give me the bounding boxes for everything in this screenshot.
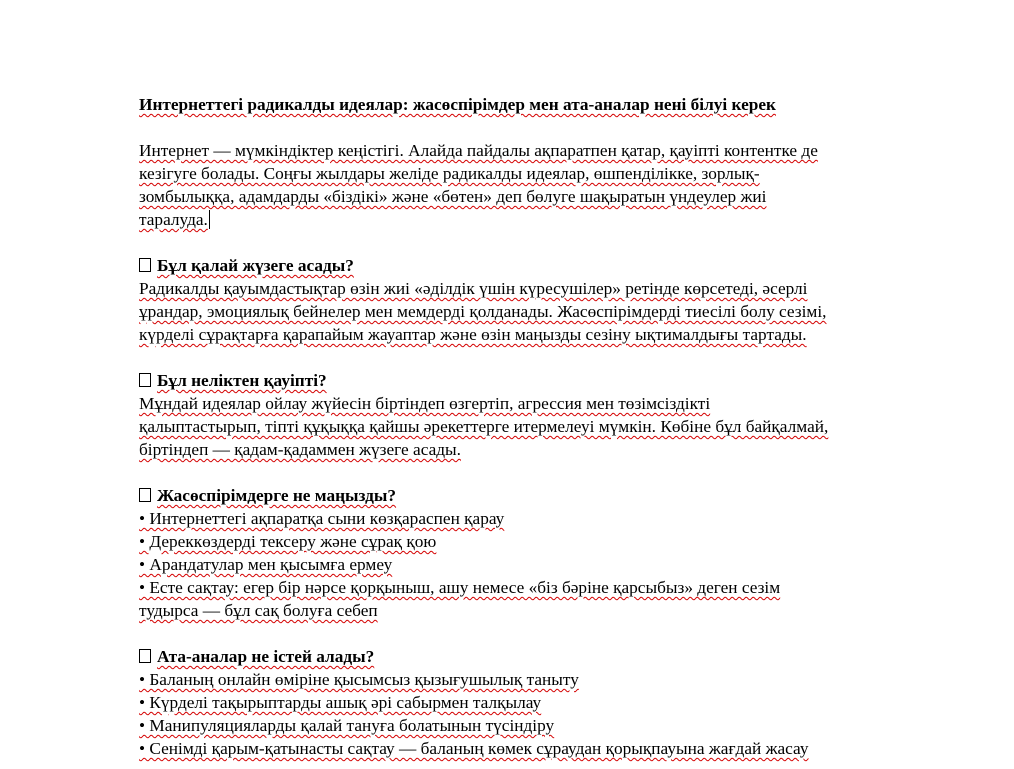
missing-glyph-box-icon <box>139 258 151 272</box>
section-heading <box>139 645 939 668</box>
list-item <box>139 553 939 576</box>
line-text: зомбылыққа, адамдарды «біздікі» және «бөтен» деп бөлуге шақыратын үндеулер жиі <box>139 187 767 206</box>
blank-line <box>139 346 939 369</box>
text-cursor <box>209 210 210 229</box>
line-text: • Күрделі тақырыптарды ашық әрі сабырмен талқылау <box>139 693 542 712</box>
list-item <box>139 530 939 553</box>
list-item-continuation <box>139 599 939 622</box>
line-text: біртіндеп — қадам-қадаммен жүзеге асады. <box>139 440 461 459</box>
line-text: • Сенімді қарым-қатынасты сақтау — баланың көмек сұраудан қорықпауына жағдай жасау <box>139 739 809 758</box>
line-text: тудырса — бұл сақ болуға себеп <box>139 601 378 620</box>
section-heading <box>139 369 939 392</box>
line-text: • Интернеттегі ақпаратқа сыни көзқараспен қарау <box>139 509 505 528</box>
section-teens <box>139 484 939 622</box>
line-text: • Баланың онлайн өміріне қысымсыз қызығушылық таныту <box>139 670 579 689</box>
blank-line <box>139 461 939 484</box>
list-item <box>139 691 939 714</box>
line-text: кезігуге болады. Соңғы жылдары желіде радикалды идеялар, өшпенділікке, зорлық- <box>139 164 760 183</box>
paragraph-line <box>139 323 939 346</box>
title-text: Интернеттегі радикалды идеялар: жасөспірімдер мен ата-аналар нені білуі керек <box>139 95 776 114</box>
line-text: • Дереккөздерді тексеру және сұрақ қою <box>139 532 437 551</box>
list-item <box>139 737 939 760</box>
list-item <box>139 668 939 691</box>
document-body[interactable] <box>139 93 939 760</box>
line-text: Мұндай идеялар ойлау жүйесін біртіндеп өзгертіп, агрессия мен төзімсіздікті <box>139 394 711 413</box>
paragraph-line <box>139 392 939 415</box>
paragraph-line <box>139 162 939 185</box>
paragraph-line <box>139 300 939 323</box>
line-text: • Арандатулар мен қысымға ермеу <box>139 555 393 574</box>
line-text: таралуда. <box>139 210 208 229</box>
paragraph-line <box>139 139 939 162</box>
paragraph-line <box>139 277 939 300</box>
line-text: күрделі сұрақтарға қарапайым жауаптар және өзін маңызды сезіну ықтималдығы тартады. <box>139 325 807 344</box>
paragraph-line <box>139 185 939 208</box>
list-item <box>139 576 939 599</box>
line-text: • Есте сақтау: егер бір нәрсе қорқыныш, ашу немесе «біз бәріне қарсыбыз» деген сезім <box>139 578 781 597</box>
heading-text: Ата-аналар не істей алады? <box>157 647 375 666</box>
section-parents <box>139 645 939 760</box>
section-heading <box>139 484 939 507</box>
blank-line <box>139 231 939 254</box>
document-title <box>139 93 939 116</box>
line-text: қалыптастырып, тіпті құқыққа қайшы әрекеттерге итермелеуі мүмкін. Көбіне бұл байқалмай, <box>139 417 829 436</box>
blank-line <box>139 622 939 645</box>
list-item <box>139 714 939 737</box>
list-item <box>139 507 939 530</box>
paragraph-line <box>139 415 939 438</box>
blank-line <box>139 116 939 139</box>
intro-paragraph <box>139 139 939 231</box>
line-text: Радикалды қауымдастықтар өзін жиі «әділдік үшін күресушілер» ретінде көрсетеді, әсерлі <box>139 279 808 298</box>
section-heading <box>139 254 939 277</box>
missing-glyph-box-icon <box>139 373 151 387</box>
line-text: Интернет — мүмкіндіктер кеңістігі. Алайда пайдалы ақпаратпен қатар, қауіпті контентке де <box>139 141 818 160</box>
heading-text: Жасөспірімдерге не маңызды? <box>157 486 397 505</box>
section-why-dangerous <box>139 369 939 461</box>
missing-glyph-box-icon <box>139 488 151 502</box>
heading-text: Бұл неліктен қауіпті? <box>157 371 327 390</box>
missing-glyph-box-icon <box>139 649 151 663</box>
line-text: • Манипуляцияларды қалай тануға болатынын түсіндіру <box>139 716 555 735</box>
paragraph-line <box>139 438 939 461</box>
line-text: ұрандар, эмоциялық бейнелер мен мемдерді қолданады. Жасөспірімдерді тиесілі болу сезімі, <box>139 302 827 321</box>
paragraph-line <box>139 208 939 231</box>
heading-text: Бұл қалай жүзеге асады? <box>157 256 354 275</box>
section-how <box>139 254 939 346</box>
